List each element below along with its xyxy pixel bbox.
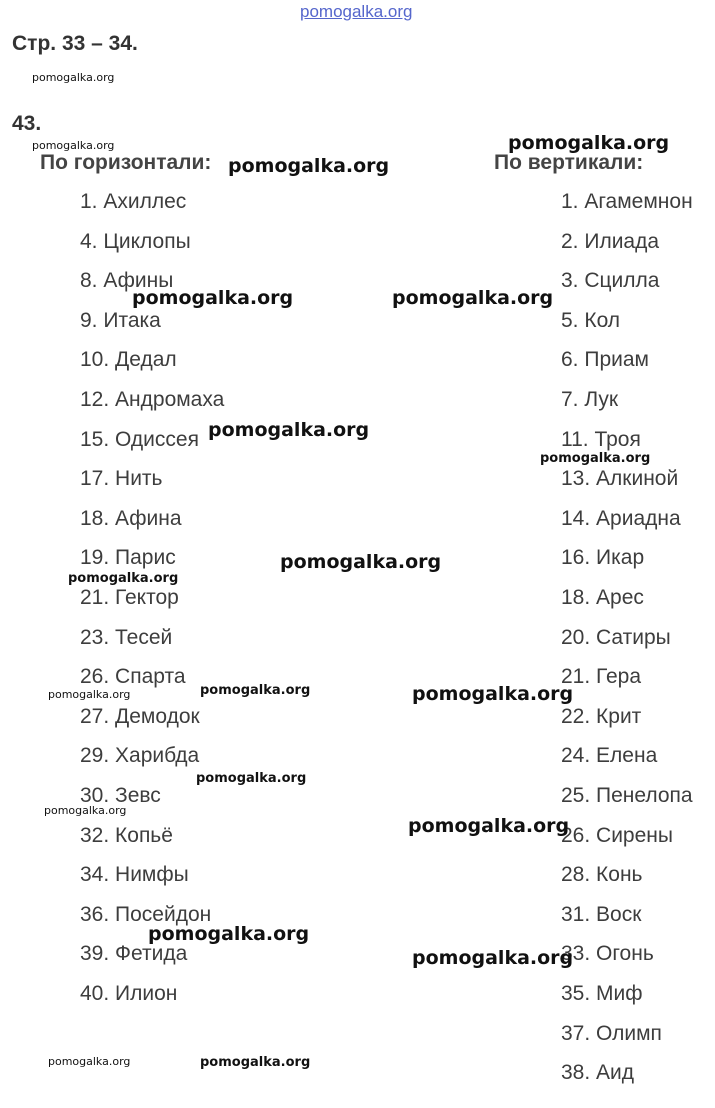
watermark: pomogalka.org	[68, 571, 179, 586]
clue-item: 4. Циклопы	[80, 230, 191, 253]
watermark: pomogalka.org	[32, 139, 115, 152]
watermark: pomogalka.org	[508, 132, 670, 154]
clue-item: 10. Дедал	[80, 348, 177, 371]
clue-item: 36. Посейдон	[80, 903, 212, 926]
watermark: pomogalka.org	[208, 419, 370, 441]
clue-item: 21. Гера	[561, 665, 642, 688]
clue-item: 33. Огонь	[561, 942, 654, 965]
across-heading: По горизонтали:	[40, 151, 212, 174]
clue-item: 28. Конь	[561, 863, 643, 886]
clue-item: 34. Нимфы	[80, 863, 189, 886]
clue-item: 35. Миф	[561, 982, 643, 1005]
clue-item: 38. Аид	[561, 1061, 635, 1084]
clue-item: 6. Приам	[561, 348, 649, 371]
clue-item: 11. Троя	[561, 428, 641, 451]
watermark: pomogalka.org	[48, 1055, 131, 1068]
clue-item: 3. Сцилла	[561, 269, 660, 292]
clue-item: 18. Арес	[561, 586, 644, 609]
clue-item: 15. Одиссея	[80, 428, 199, 451]
clue-item: 1. Агамемнон	[561, 190, 693, 213]
clue-item: 32. Копьё	[80, 824, 173, 847]
clue-item: 26. Сирены	[561, 824, 673, 847]
clue-item: 29. Харибда	[80, 744, 200, 767]
watermark: pomogalka.org	[48, 688, 131, 701]
watermark: pomogalka.org	[540, 451, 651, 466]
watermark: pomogalka.org	[408, 815, 570, 837]
clue-item: 9. Итака	[80, 309, 161, 332]
watermark: pomogalka.org	[412, 683, 574, 705]
clue-item: 24. Елена	[561, 744, 658, 767]
clue-item: 2. Илиада	[561, 230, 660, 253]
watermark: pomogalka.org	[200, 1055, 311, 1070]
clue-item: 27. Демодок	[80, 705, 200, 728]
clue-item: 19. Парис	[80, 546, 176, 569]
watermark: pomogalka.org	[280, 551, 442, 573]
clue-item: 37. Олимп	[561, 1022, 662, 1045]
clue-item: 26. Спарта	[80, 665, 186, 688]
watermark: pomogalka.org	[148, 923, 310, 945]
clue-item: 30. Зевс	[80, 784, 161, 807]
clue-item: 5. Кол	[561, 309, 621, 332]
watermark: pomogalka.org	[44, 804, 127, 817]
clue-item: 12. Андромаха	[80, 388, 225, 411]
clue-item: 16. Икар	[561, 546, 645, 569]
clue-item: 22. Крит	[561, 705, 642, 728]
clue-item: 20. Сатиры	[561, 626, 671, 649]
clue-item: 21. Гектор	[80, 586, 179, 609]
down-heading: По вертикали:	[494, 151, 644, 174]
watermark: pomogalka.org	[32, 71, 115, 84]
watermark: pomogalka.org	[412, 947, 574, 969]
watermark: pomogalka.org	[132, 287, 294, 309]
clue-item: 7. Лук	[561, 388, 619, 411]
clue-item: 13. Алкиной	[561, 467, 679, 490]
clue-item: 39. Фетида	[80, 942, 188, 965]
clue-item: 8. Афины	[80, 269, 174, 292]
clue-item: 1. Ахиллес	[80, 190, 187, 213]
watermark: pomogalka.org	[196, 771, 307, 786]
watermark: pomogalka.org	[392, 287, 554, 309]
clue-item: 17. Нить	[80, 467, 163, 490]
clue-item: 18. Афина	[80, 507, 182, 530]
clue-item: 40. Илион	[80, 982, 178, 1005]
clue-item: 25. Пенелопа	[561, 784, 693, 807]
page-reference: Стр. 33 – 34.	[12, 32, 138, 55]
task-number: 43.	[12, 112, 42, 135]
clue-item: 23. Тесей	[80, 626, 173, 649]
watermark: pomogalka.org	[228, 155, 390, 177]
watermark: pomogalka.org	[200, 683, 311, 698]
header-site-link[interactable]: pomogalka.org	[300, 2, 413, 21]
clue-item: 31. Воск	[561, 903, 642, 926]
clue-item: 14. Ариадна	[561, 507, 681, 530]
